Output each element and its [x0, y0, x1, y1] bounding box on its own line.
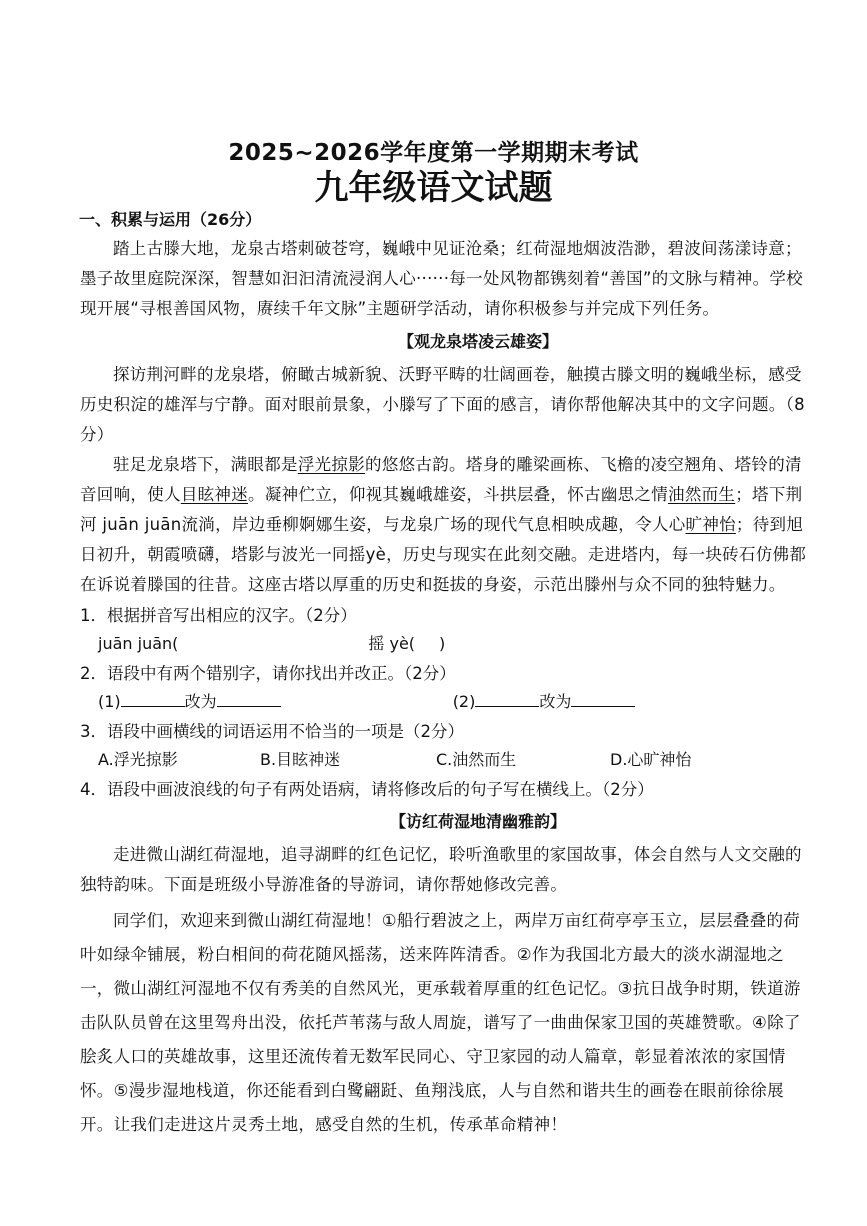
part2-intro: 走进微山湖红荷湿地，追寻湖畔的红色记忆，聆听渔歌里的家国故事，体会自然与人文交融的独特韵味。下面是班级小导游准备的导游词，请你帮她修改完善。 — [80, 845, 802, 894]
option-a[interactable]: A.浮光掠影 — [98, 750, 178, 769]
answer-2-1-label: (1) — [98, 692, 121, 711]
answer-blank[interactable] — [121, 688, 185, 707]
answer-blank[interactable] — [571, 688, 635, 707]
answer-blank[interactable] — [475, 688, 539, 707]
exam-title: 2025~2026学年度第一学期期末考试 — [228, 140, 639, 166]
question-1: 1．根据拼音写出相应的汉字。（2分） — [80, 606, 357, 625]
answer-blank[interactable] — [217, 688, 281, 707]
passage-text: 。凝神伫立，仰视其巍峨雄姿，斗拱层叠，怀古幽思之情 — [248, 485, 669, 504]
option-b[interactable]: B.目眩神迷 — [260, 750, 341, 769]
underlined-word: 目眩神迷 — [180, 485, 249, 504]
underlined-word: 旷神怡 — [685, 515, 736, 534]
answer-2-2-change: 改为 — [539, 692, 572, 711]
question-4: 4．语段中画波浪线的句子有两处语病，请将修改后的句子写在横线上。（2分） — [80, 780, 654, 799]
underlined-word: 浮光掠影 — [297, 455, 366, 474]
part2-heading: 【访红荷湿地清幽雅韵】 — [389, 812, 566, 831]
question-1-answers — [80, 630, 816, 658]
question-2: 2．语段中有两个错别字，请你找出并改正。（2分） — [80, 664, 456, 683]
underlined-word: 油然而生 — [668, 485, 736, 504]
answer-2-2-label: (2) — [452, 692, 476, 711]
part1-passage — [80, 450, 816, 600]
part1-heading: 【观龙泉塔凌云雄姿】 — [397, 332, 558, 351]
part2-passage: 同学们，欢迎来到微山湖红荷湿地！①船行碧波之上，两岸万亩红荷亭亭玉立，层层叠叠的荷叶如绿伞铺展，粉白相间的荷花随风摇荡，送来阵阵清香。②作为我国北方最大的淡水湖湿地之一，微山湖红河湿地不仅有秀美的自然风光，更承载着厚重的红色记忆。③抗日战争时期，铁道游击队队员曾在这里驾舟出没，依托芦苇荡与敌人周旋，谱写了一曲曲保家卫国的英雄赞歌。④除了脍炙人口的英雄故事，这里还流传着无数军民同心、守卫家园的动人篇章，彰显着浓浓的家国情怀。⑤漫步湿地栈道，你还能看到白鹭翩跹、鱼翔浅底，人与自然和谐共生的画卷在眼前徐徐展开。让我们走进这片灵秀土地，感受自然的生机，传承革命精神！ — [80, 911, 801, 1134]
passage-text: ；塔下荆河 juān juān流淌，岸边垂柳婀娜生姿，与龙泉广场的现代气息相映成趣，令人心 — [80, 485, 803, 534]
option-c[interactable]: C.油然而生 — [436, 750, 517, 769]
passage-text: 驻足龙泉塔下，满眼都是 — [113, 455, 298, 474]
answer-close-paren: ) — [439, 634, 446, 653]
question-3-options — [80, 746, 816, 774]
answer-ye: 摇 yè( — [368, 634, 416, 653]
exam-content — [80, 206, 816, 1142]
question-2-answers — [80, 688, 816, 716]
section-intro: 踏上古滕大地，龙泉古塔刺破苍穹，巍峨中见证沧桑；红荷湿地烟波浩渺，碧波间荡漾诗意；墨子故里庭院深深，智慧如汩汩清流浸润人心······每一处风物都镌刻着“善国”的文脉与精神。学校现开展“寻根善国风物，赓续千年文脉”主题研学活动，请你积极参与并完成下列任务。 — [80, 239, 803, 318]
answer-2-1-change: 改为 — [184, 692, 217, 711]
exam-subtitle: 九年级语文试题 — [314, 168, 553, 208]
option-d[interactable]: D.心旷神怡 — [610, 750, 692, 769]
passage-text: 的悠悠古韵。塔身的雕梁画栋、飞檐的凌空翘角、塔铃的清音回响，使人 — [80, 455, 802, 504]
answer-juanjuan: juān juān( — [98, 634, 179, 653]
part1-intro: 探访荆河畔的龙泉塔，俯瞰古城新貌、沃野平畴的壮阔画卷，触摸古滕文明的巍峨坐标，感受历史积淀的雄浑与宁静。面对眼前景象，小滕写了下面的感言，请你帮他解决其中的文字问题。（8分） — [80, 365, 805, 444]
passage-text: ；待到旭日初升，朝霞喷礴，塔影与波光一同摇yè，历史与现实在此刻交融。走进塔内，每一块砖石仿佛都在诉说着滕国的往昔。这座古塔以厚重的历史和挺拔的身姿，示范出滕州与众不同的独特魅力。 — [80, 515, 807, 594]
section-heading: 一、积累与运用（26分） — [79, 210, 262, 229]
question-3: 3．语段中画横线的词语运用不恰当的一项是（2分） — [80, 722, 464, 741]
